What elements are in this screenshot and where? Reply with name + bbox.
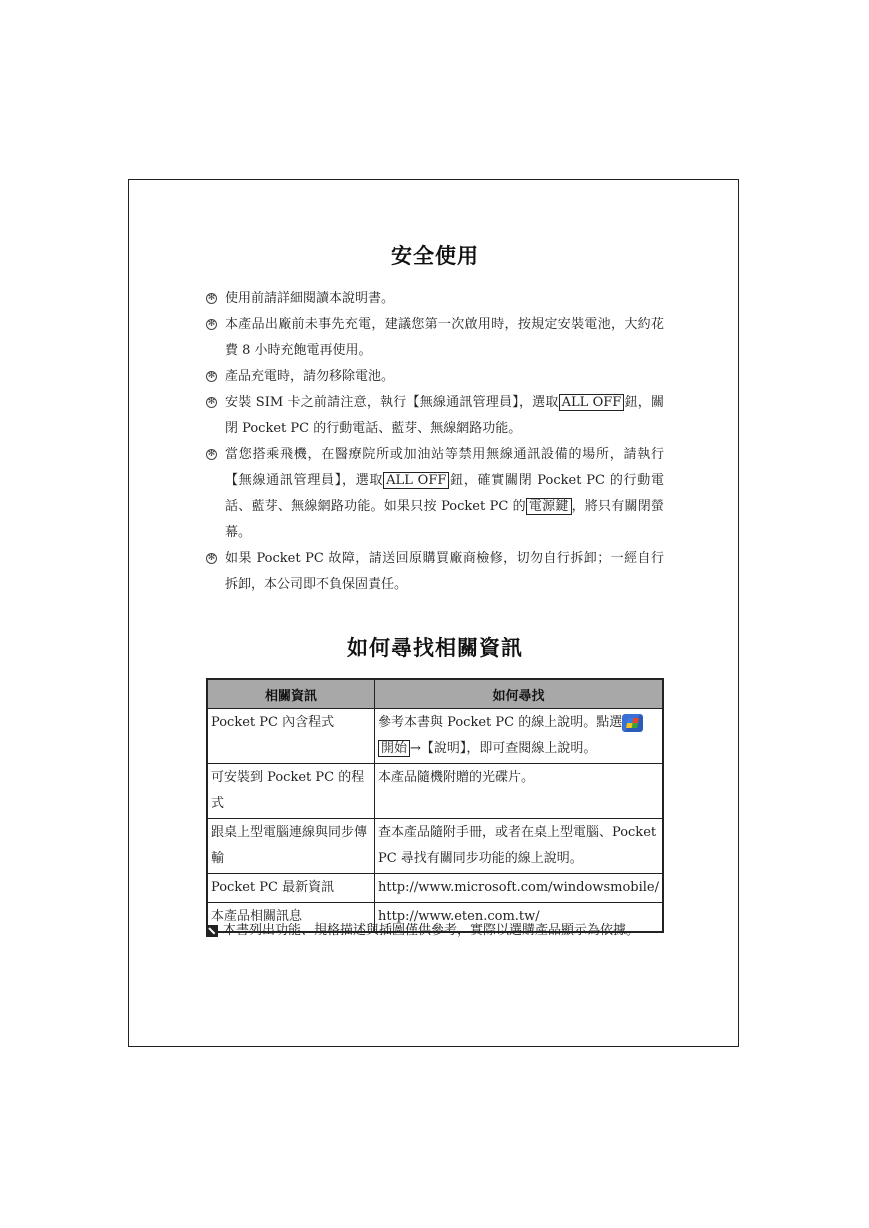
table-cell: Pocket PC 內含程式	[207, 709, 374, 764]
note-text: 本書列出功能、規格描述與插圖僅供參考，實際以選購產品顯示為依據。	[223, 923, 640, 938]
info-table	[206, 678, 664, 933]
list-item: ✻ 使用前請詳細閱讀本說明書。	[207, 291, 395, 306]
safety-section	[206, 240, 664, 598]
table-cell: http://www.eten.com.tw/	[374, 903, 663, 933]
list-item: ✻ 本產品出廠前未事先充電，建議您第一次啟用時，按規定安裝電池，大約花費 8 小時充飽電再使用。	[207, 317, 664, 358]
table-cell: 參考本書與 Pocket PC 的線上說明。點選開始 →【說明】，即可查閱線上說明。	[374, 709, 663, 764]
note-section	[206, 918, 664, 944]
table-cell: 本產品相關訊息	[207, 903, 374, 933]
bullet-icon: ✻	[207, 397, 216, 407]
table-cell: 本產品隨機附贈的光碟片。	[374, 764, 663, 819]
bullet-icon: ✻	[207, 449, 216, 459]
list-item: ✻ 產品充電時，請勿移除電池。	[207, 369, 395, 384]
info-title: 如何尋找相關資訊	[347, 636, 523, 660]
table-cell: 可安裝到 Pocket PC 的程式	[207, 764, 374, 819]
all-off-label: ALL OFF	[559, 394, 625, 411]
table-header: 如何尋找	[374, 679, 663, 709]
bullet-icon: ✻	[207, 293, 216, 303]
all-off-label: ALL OFF	[383, 472, 449, 489]
windows-start-icon	[622, 714, 643, 732]
note-icon	[206, 925, 218, 937]
table-header: 相關資訊	[207, 679, 374, 709]
list-item: ✻ 安裝 SIM 卡之前請注意，執行【無線通訊管理員】，選取 ALL OFF 鈕，關閉 Pocket PC 的行動電話、藍芽、無線網路功能。	[207, 395, 665, 436]
table-header-row	[207, 679, 663, 709]
table-cell: 跟桌上型電腦連線與同步傳輸	[207, 819, 374, 874]
bullet-icon: ✻	[207, 371, 216, 381]
bullet-icon: ✻	[207, 553, 216, 563]
list-item: ✻ 如果 Pocket PC 故障，請送回原購買廠商檢修，切勿自行拆卸；一經自行拆卸，本公司即不負保固責任。	[207, 551, 664, 592]
table-cell: http://www.microsoft.com/windowsmobile/	[374, 874, 663, 903]
table-row	[207, 764, 663, 819]
table-row	[207, 709, 663, 764]
info-section	[206, 632, 664, 933]
safety-list	[206, 286, 664, 598]
power-key-label: 電源鍵	[526, 498, 572, 515]
list-item: ✻ 當您搭乘飛機，在醫療院所或加油站等禁用無線通訊設備的場所，請執行【無線通訊管理員】，選取 ALL OFF 鈕，確實關閉 Pocket PC 的行動電話、藍芽、無線網路功能。如果只按 Pocket PC 的 電源鍵 ，將只有關閉螢幕。	[207, 447, 664, 540]
table-cell: Pocket PC 最新資訊	[207, 874, 374, 903]
table-row	[207, 819, 663, 874]
table-row	[207, 874, 663, 903]
table-cell: 查本產品隨附手冊，或者在桌上型電腦、Pocket PC 尋找有關同步功能的線上說明。	[374, 819, 663, 874]
note	[206, 918, 664, 944]
start-label: 開始	[378, 740, 410, 757]
bullet-icon: ✻	[207, 319, 216, 329]
safety-title: 安全使用	[391, 244, 479, 268]
